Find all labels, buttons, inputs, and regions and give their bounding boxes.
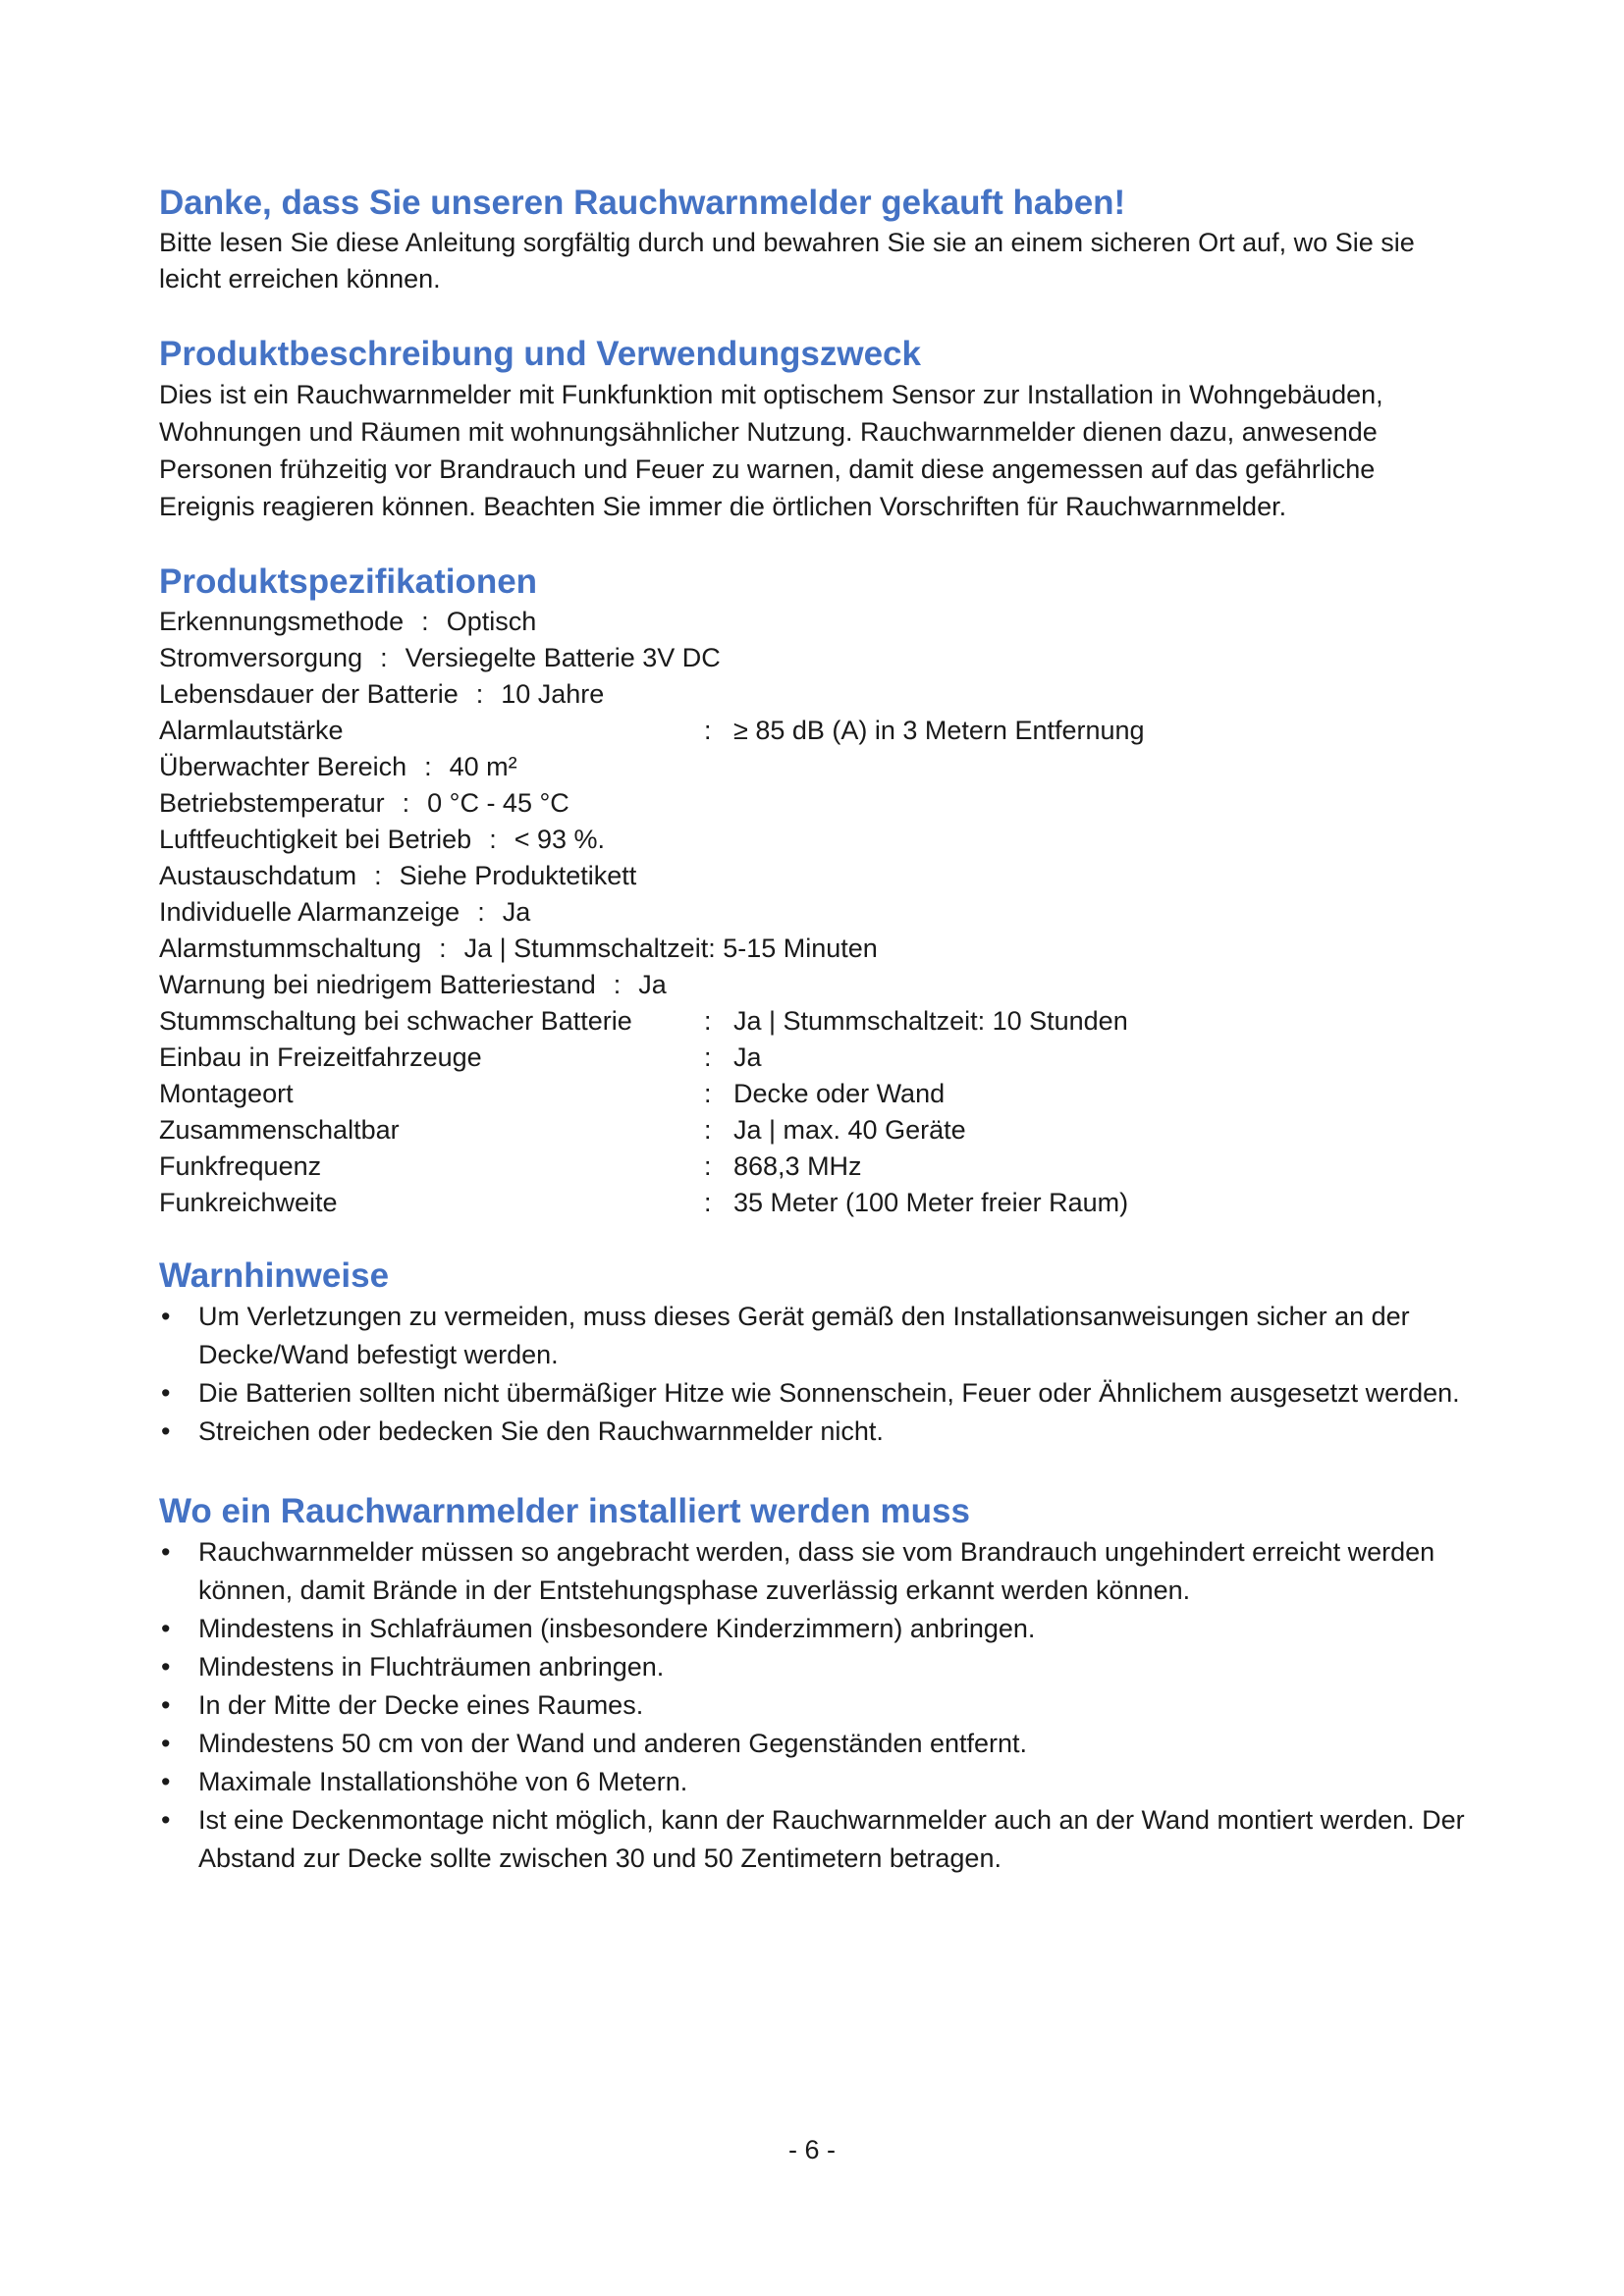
spec-value: 868,3 MHz	[733, 1151, 862, 1181]
bullet-icon: •	[161, 1767, 171, 1796]
spec-value: 0 °C - 45 °C	[427, 788, 569, 818]
spec-label: Montageort	[159, 1079, 294, 1108]
spec-row	[159, 1185, 1465, 1221]
bullet-icon: •	[161, 1614, 171, 1643]
description-text: Dies ist ein Rauchwarnmelder mit Funkfunktion mit optischem Sensor zur Installation in Wohngebäuden, Wohnungen und Räumen mit wohnungsähnlicher Nutzung. Rauchwarnmelder dienen dazu, anwesende Personen frühzeitig vor Brandrauch und Feuer zu warnen, damit diese angemessen auf das gefährliche Ereignis reagieren können. Beachten Sie immer die örtlichen Vorschriften für Rauchwarnmelder.	[159, 380, 1383, 521]
spec-row	[159, 785, 1465, 822]
spec-label: Luftfeuchtigkeit bei Betrieb	[159, 825, 472, 854]
spec-value: Ja | max. 40 Geräte	[733, 1115, 966, 1145]
bullet-icon: •	[161, 1690, 171, 1720]
list-item	[159, 1763, 1465, 1801]
spec-separator: :	[374, 861, 382, 890]
spec-value: Optisch	[446, 607, 537, 636]
spec-row	[159, 1148, 1465, 1185]
spec-row	[159, 676, 1465, 713]
spec-value: Siehe Produktetikett	[399, 861, 637, 890]
spec-row	[159, 749, 1465, 785]
heading-description: Produktbeschreibung und Verwendungszweck	[159, 335, 921, 373]
thanks-text: Bitte lesen Sie diese Anleitung sorgfältig durch und bewahren Sie sie an einem sicheren Ort auf, wo Sie sie leicht erreichen können.	[159, 228, 1415, 294]
spec-value: Ja | Stummschaltzeit: 5-15 Minuten	[463, 934, 878, 963]
spec-value: Ja	[733, 1042, 762, 1072]
section-warnings	[159, 1255, 1465, 1451]
spec-value: Ja	[502, 897, 531, 927]
spec-row	[159, 894, 1465, 931]
spec-separator: :	[421, 607, 429, 636]
spec-value: Versiegelte Batterie 3V DC	[405, 643, 721, 672]
section-specs	[159, 561, 1465, 1221]
spec-label: Funkfrequenz	[159, 1151, 322, 1181]
spec-separator: :	[704, 1006, 712, 1036]
bullet-icon: •	[161, 1729, 171, 1758]
spec-value: < 93 %.	[514, 825, 606, 854]
warnings-list	[159, 1298, 1465, 1451]
spec-separator: :	[704, 1079, 712, 1108]
spec-label: Alarmlautstärke	[159, 716, 344, 745]
list-item-text: Die Batterien sollten nicht übermäßiger Hitze wie Sonnenschein, Feuer oder Ähnlichem ausgesetzt werden.	[198, 1378, 1460, 1408]
spec-label: Einbau in Freizeitfahrzeuge	[159, 1042, 482, 1072]
spec-list	[159, 604, 1465, 1221]
install-list	[159, 1533, 1465, 1878]
spec-separator: :	[439, 934, 447, 963]
bullet-icon: •	[161, 1416, 171, 1446]
spec-label: Funkreichweite	[159, 1188, 338, 1217]
spec-label: Alarmstummschaltung	[159, 934, 422, 963]
heading-specs: Produktspezifikationen	[159, 562, 538, 601]
list-item-text: Mindestens in Schlafräumen (insbesondere Kinderzimmern) anbringen.	[198, 1614, 1036, 1643]
section-thanks	[159, 182, 1465, 297]
spec-value: Ja	[638, 970, 667, 999]
spec-row	[159, 931, 1465, 967]
list-item-text: Streichen oder bedecken Sie den Rauchwarnmelder nicht.	[198, 1416, 884, 1446]
spec-value: 10 Jahre	[501, 679, 605, 709]
spec-separator: :	[704, 716, 712, 745]
list-item-text: Um Verletzungen zu vermeiden, muss dieses Gerät gemäß den Installationsanweisungen sicher an der Decke/Wand befestigt werden.	[198, 1302, 1410, 1369]
list-item	[159, 1413, 1465, 1451]
list-item	[159, 1374, 1465, 1413]
list-item-text: Ist eine Deckenmontage nicht möglich, kann der Rauchwarnmelder auch an der Wand montiert werden. Der Abstand zur Decke sollte zwischen 30 und 50 Zentimetern betragen.	[198, 1805, 1465, 1873]
spec-label: Erkennungsmethode	[159, 607, 405, 636]
spec-label: Austauschdatum	[159, 861, 357, 890]
spec-row	[159, 822, 1465, 858]
spec-row	[159, 1003, 1465, 1040]
list-item	[159, 1610, 1465, 1648]
heading-thanks: Danke, dass Sie unseren Rauchwarnmelder gekauft haben!	[159, 184, 1126, 222]
spec-row	[159, 967, 1465, 1003]
spec-value: 35 Meter (100 Meter freier Raum)	[733, 1188, 1129, 1217]
spec-separator: :	[477, 897, 485, 927]
spec-row	[159, 1040, 1465, 1076]
heading-install: Wo ein Rauchwarnmelder installiert werden muss	[159, 1492, 970, 1530]
list-item	[159, 1533, 1465, 1610]
spec-label: Betriebstemperatur	[159, 788, 385, 818]
spec-separator: :	[402, 788, 410, 818]
spec-separator: :	[704, 1188, 712, 1217]
spec-label: Warnung bei niedrigem Batteriestand	[159, 970, 596, 999]
bullet-icon: •	[161, 1302, 171, 1331]
spec-label: Stromversorgung	[159, 643, 363, 672]
spec-separator: :	[475, 679, 484, 709]
spec-value: ≥ 85 dB (A) in 3 Metern Entfernung	[733, 716, 1145, 745]
spec-label: Lebensdauer der Batterie	[159, 679, 459, 709]
list-item	[159, 1686, 1465, 1725]
list-item	[159, 1648, 1465, 1686]
bullet-icon: •	[161, 1378, 171, 1408]
spec-row	[159, 858, 1465, 894]
section-install	[159, 1490, 1465, 1878]
bullet-icon: •	[161, 1805, 171, 1835]
spec-row	[159, 1112, 1465, 1148]
list-item-text: Maximale Installationshöhe von 6 Metern.	[198, 1767, 688, 1796]
spec-row	[159, 713, 1465, 749]
list-item-text: Mindestens 50 cm von der Wand und anderen Gegenständen entfernt.	[198, 1729, 1028, 1758]
spec-value: Decke oder Wand	[733, 1079, 946, 1108]
spec-row	[159, 604, 1465, 640]
bullet-icon: •	[161, 1652, 171, 1682]
list-item-text: Rauchwarnmelder müssen so angebracht werden, dass sie vom Brandrauch ungehindert erreicht werden können, damit Brände in der Entstehungsphase zuverlässig erkannt werden können.	[198, 1537, 1435, 1605]
spec-label: Überwachter Bereich	[159, 752, 407, 781]
spec-separator: :	[704, 1151, 712, 1181]
list-item-text: Mindestens in Fluchträumen anbringen.	[198, 1652, 665, 1682]
spec-separator: :	[704, 1115, 712, 1145]
list-item	[159, 1298, 1465, 1374]
spec-row	[159, 640, 1465, 676]
spec-separator: :	[380, 643, 388, 672]
list-item	[159, 1725, 1465, 1763]
spec-value: Ja | Stummschaltzeit: 10 Stunden	[733, 1006, 1128, 1036]
spec-label: Stummschaltung bei schwacher Batterie	[159, 1006, 632, 1036]
list-item-text: In der Mitte der Decke eines Raumes.	[198, 1690, 644, 1720]
spec-separator: :	[704, 1042, 712, 1072]
spec-separator: :	[489, 825, 497, 854]
spec-separator: :	[613, 970, 622, 999]
bullet-icon: •	[161, 1537, 171, 1567]
list-item	[159, 1801, 1465, 1878]
document-page	[159, 182, 1465, 1907]
spec-label: Individuelle Alarmanzeige	[159, 897, 460, 927]
page-number: - 6 -	[787, 2135, 836, 2164]
spec-value: 40 m²	[449, 752, 517, 781]
heading-warnings: Warnhinweise	[159, 1256, 390, 1295]
spec-row	[159, 1076, 1465, 1112]
section-description	[159, 333, 1465, 525]
spec-separator: :	[424, 752, 432, 781]
spec-label: Zusammenschaltbar	[159, 1115, 400, 1145]
